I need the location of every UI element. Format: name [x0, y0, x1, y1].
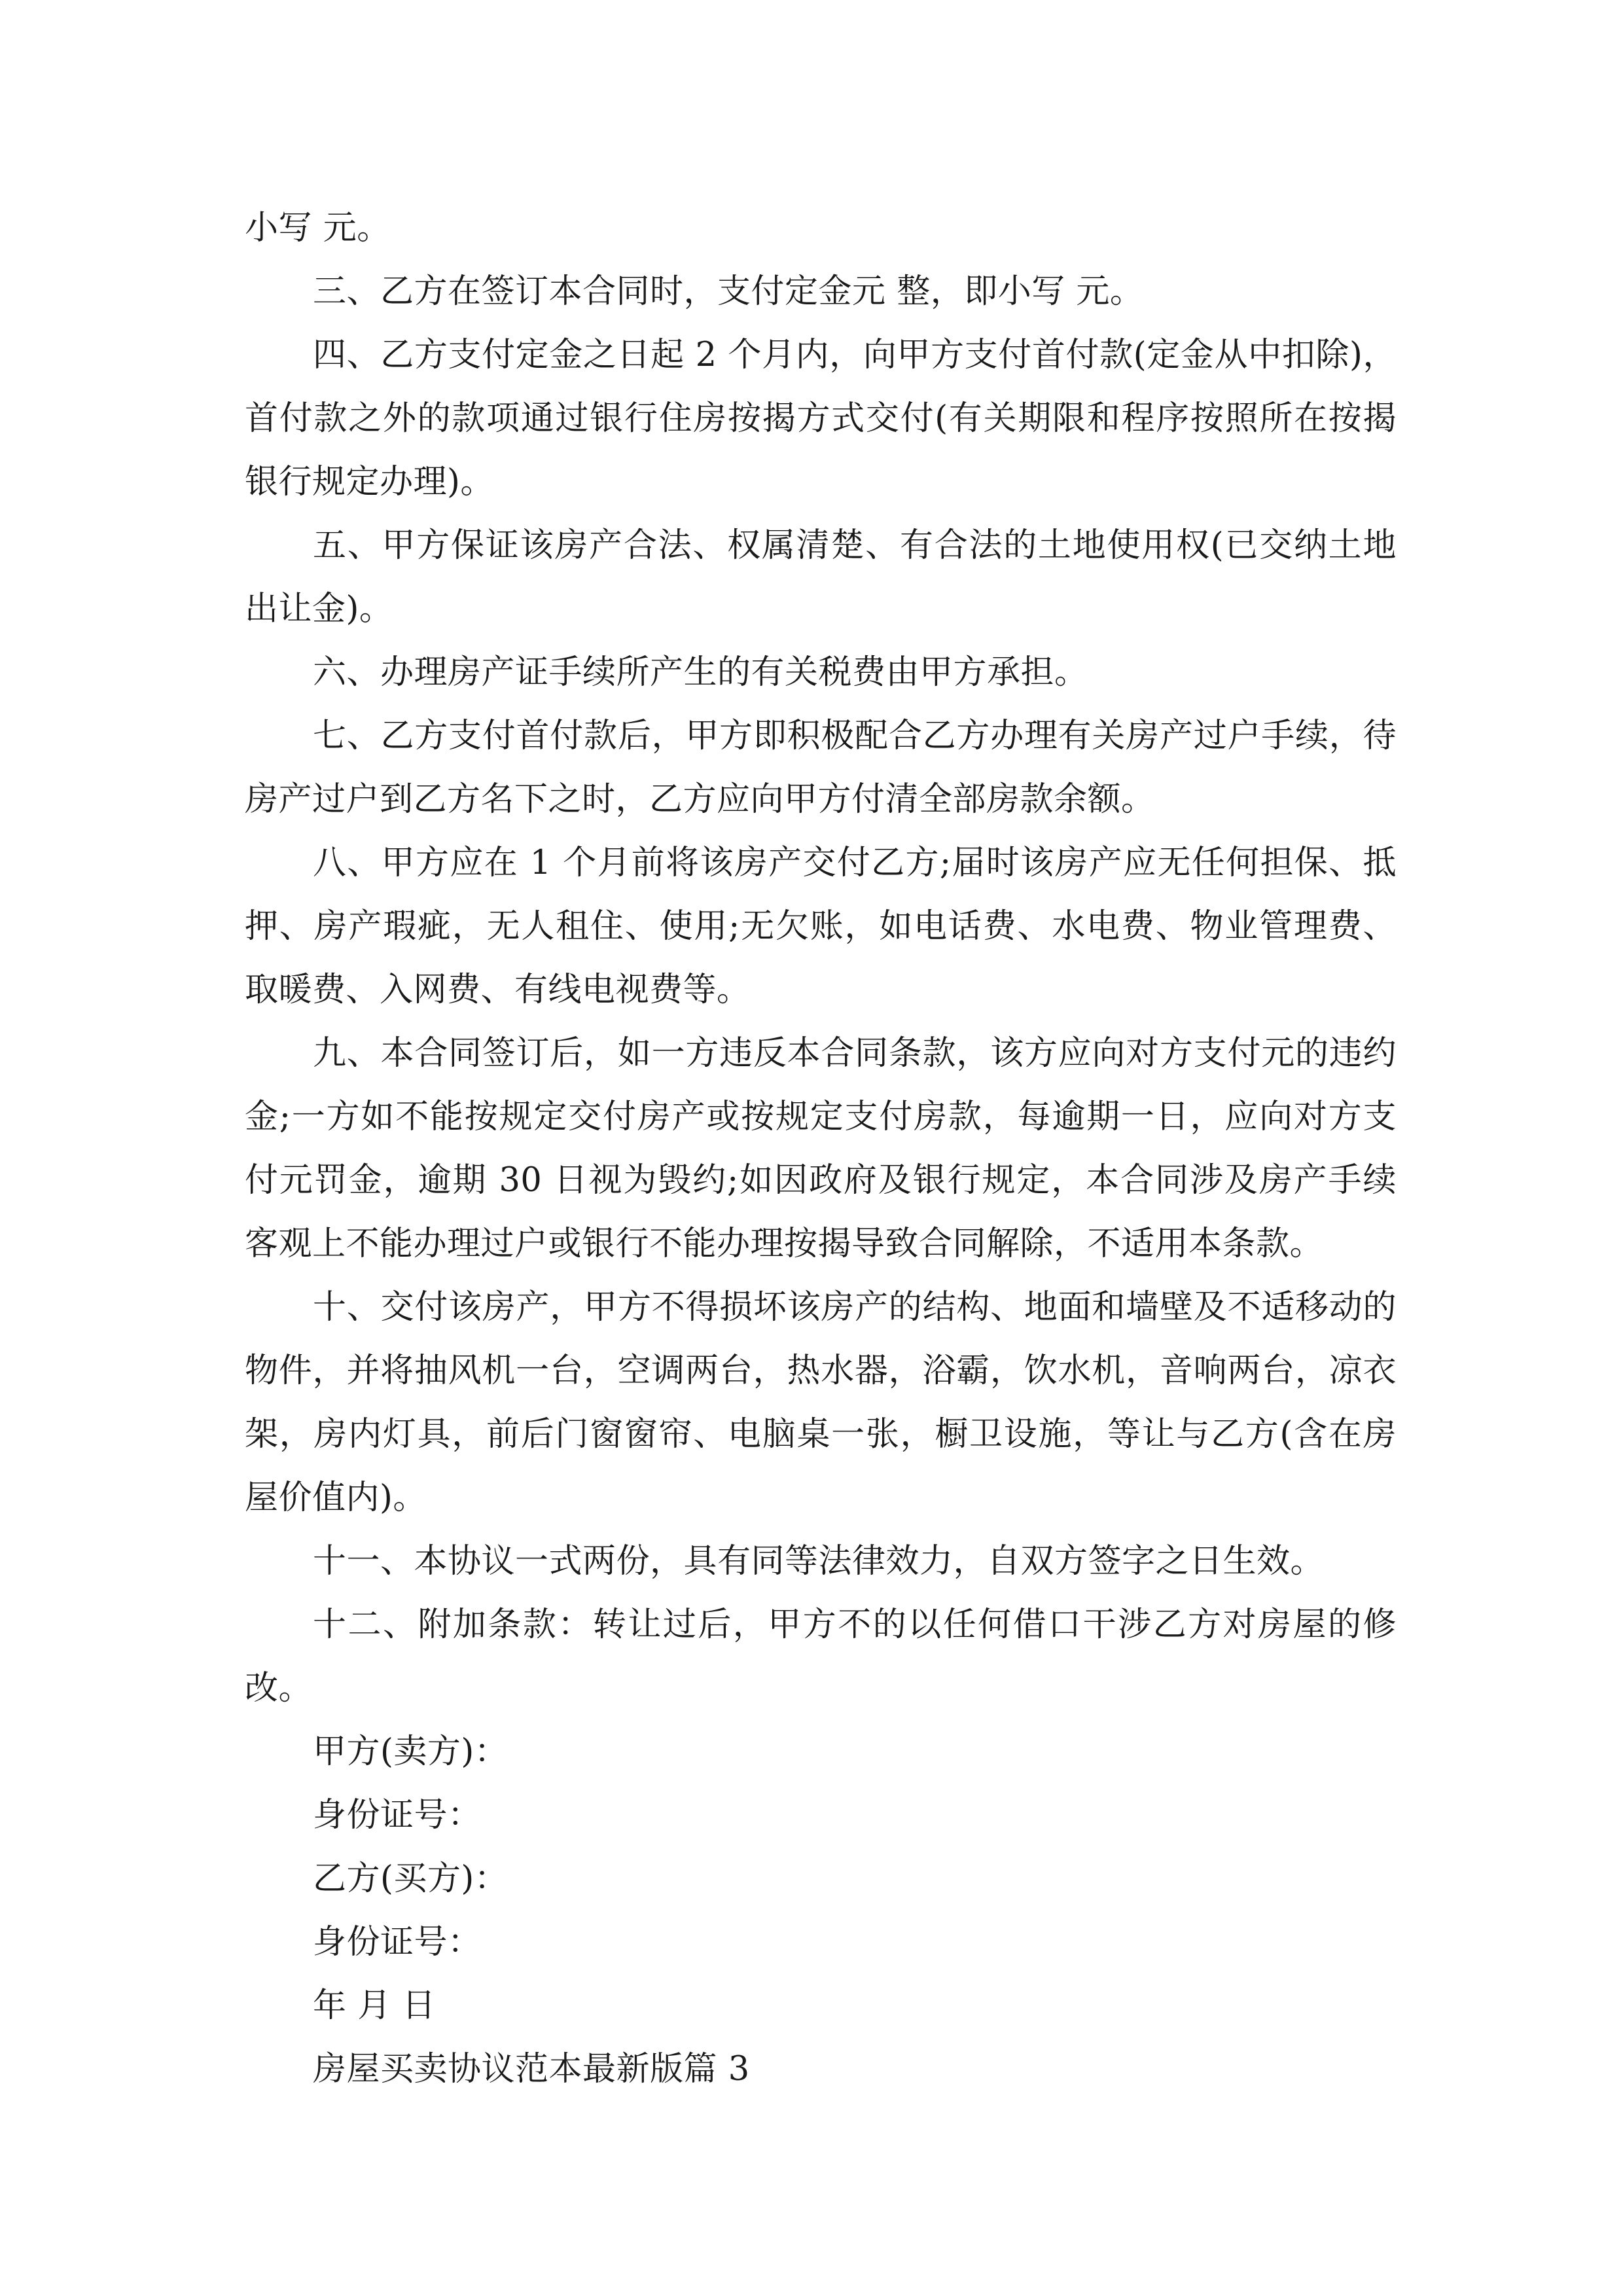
clause-5: 五、甲方保证该房产合法、权属清楚、有合法的土地使用权(已交纳土地出让金)。 — [245, 526, 1397, 628]
clause-10: 十、交付该房产，甲方不得损坏该房产的结构、地面和墙壁及不适移动的物件，并将抽风机一台，空调两台，热水器，浴霸，饮水机，音响两台，凉衣架，房内灯具，前后门窗窗帘、电脑桌一张，橱卫设施，等让与乙方(含在房屋价值内)。 — [245, 1288, 1397, 1517]
clause-11: 十一、本协议一式两份，具有同等法律效力，自双方签字之日生效。 — [313, 1542, 1325, 1581]
clause-3: 三、乙方在签订本合同时，支付定金元 整，即小写 元。 — [313, 272, 1144, 311]
document-body — [245, 196, 1397, 2101]
party-a-id-label: 身份证号： — [313, 1796, 482, 1835]
paragraph-continuation: 小写 元。 — [245, 209, 391, 247]
party-b-label: 乙方(买方)： — [313, 1859, 508, 1898]
clause-9: 九、本合同签订后，如一方违反本合同条款，该方应向对方支付元的违约金;一方如不能按规定交付房产或按规定支付房款，每逾期一日，应向对方支付元罚金，逾期 30 日视为毁约;如因政府及银行规定，本合同涉及房产手续客观上不能办理过户或银行不能办理按揭导致合同解除，不适用本条款。 — [245, 1034, 1397, 1263]
clause-7: 七、乙方支付首付款后，甲方即积极配合乙方办理有关房产过户手续，待房产过户到乙方名下之时，乙方应向甲方付清全部房款余额。 — [245, 717, 1397, 819]
clause-12: 十二、附加条款：转让过后，甲方不的以任何借口干涉乙方对房屋的修改。 — [245, 1605, 1397, 1708]
next-section-heading: 房屋买卖协议范本最新版篇 3 — [313, 2050, 750, 2089]
clause-4: 四、乙方支付定金之日起 2 个月内，向甲方支付首付款(定金从中扣除)，首付款之外的款项通过银行住房按揭方式交付(有关期限和程序按照所在按揭银行规定办理)。 — [245, 336, 1397, 501]
party-b-id-label: 身份证号： — [313, 1923, 482, 1962]
party-a-label: 甲方(卖方)： — [313, 1732, 508, 1771]
clause-8: 八、甲方应在 1 个月前将该房产交付乙方;届时该房产应无任何担保、抵押、房产瑕疵，无人租住、使用;无欠账，如电话费、水电费、物业管理费、取暖费、入网费、有线电视费等。 — [245, 844, 1397, 1009]
date-label: 年 月 日 — [313, 1986, 436, 2025]
clause-6: 六、办理房产证手续所产生的有关税费由甲方承担。 — [313, 653, 1088, 692]
